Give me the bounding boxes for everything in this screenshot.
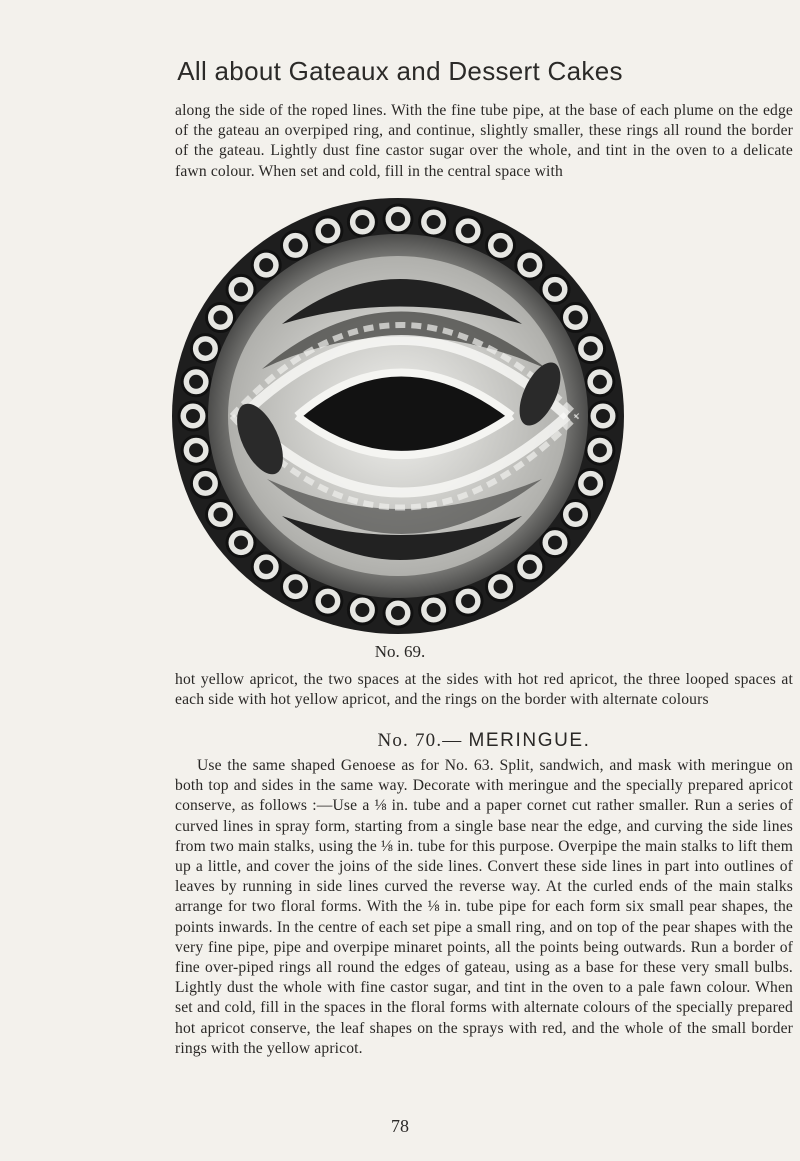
border-ring-center (186, 409, 200, 423)
border-ring-center (289, 580, 303, 594)
border-ring-center (321, 224, 335, 238)
recipe-heading (175, 730, 793, 752)
border-ring-center (548, 282, 562, 296)
border-ring-center (584, 342, 598, 356)
border-ring-center (427, 215, 441, 229)
gateau-photograph (172, 194, 628, 638)
border-ring-center (584, 476, 598, 490)
border-ring-center (234, 536, 248, 550)
border-ring-center (569, 311, 583, 325)
recipe-number: No. 70.— (377, 730, 463, 751)
border-ring-center (355, 603, 369, 617)
border-ring-center (523, 258, 537, 272)
border-ring-center (461, 594, 475, 608)
border-ring-center (214, 311, 228, 325)
intro-paragraph: along the side of the roped lines. With the fine tube pipe, at the base of each plume on the edge of the gateau an overpiped ring, and continue, slightly smaller, these rings all round the border of the gateau. Lightly dust fine castor sugar over the whole, and tint in the oven to a delicate fawn colour. When set and cold, fill in the central space with (175, 102, 793, 180)
border-ring-center (259, 560, 273, 574)
continuation-paragraph: hot yellow apricot, the two spaces at the sides with hot red apricot, the three looped spaces at each side with hot yellow apricot, and the rings on the border with alternate colours (175, 671, 793, 709)
border-ring-center (198, 342, 212, 356)
border-ring-center (548, 536, 562, 550)
gateau-illustration (172, 194, 628, 638)
border-ring-center (427, 603, 441, 617)
border-ring-center (461, 224, 475, 238)
border-ring-center (569, 508, 583, 522)
border-ring-center (321, 594, 335, 608)
border-ring-center (259, 258, 273, 272)
page-number: 78 (391, 1116, 409, 1136)
border-ring-center (198, 476, 212, 490)
border-ring-center (289, 238, 303, 252)
recipe-title: MERINGUE. (468, 730, 591, 751)
border-ring-center (494, 580, 508, 594)
border-ring-center (391, 212, 405, 226)
border-ring-center (494, 238, 508, 252)
border-ring-center (596, 409, 610, 423)
border-ring-center (593, 443, 607, 457)
border-ring-center (189, 375, 203, 389)
border-ring-center (214, 508, 228, 522)
figure-caption: No. 69. (374, 642, 426, 661)
border-ring-center (523, 560, 537, 574)
border-ring-center (189, 443, 203, 457)
running-head: All about Gateaux and Dessert Cakes (177, 56, 623, 86)
border-ring-center (234, 282, 248, 296)
recipe-body: Use the same shaped Genoese as for No. 63. Split, sandwich, and mask with meringue on both top and sides in the same way. Decorate with meringue and the specially prepared apricot conserve, as follows :—Use a ⅛ in. tube and a paper cornet cut rather smaller. Run a series of curved lines in spray form, starting from a single base near the edge, and curving the side lines from two main stalks, using the ⅛ in. tube for this purpose. Overpipe the main stalks to lift them up a little, and cover the joins of the side lines. Convert these side lines in part into outlines of leaves by running in side lines curved the reverse way. At the curled ends of the main stalks arrange for two floral forms. With the ⅛ in. tube pipe for each form six small pear shapes, the points inwards. In the centre of each set pipe a small ring, and on top of the pear shapes with the very fine pipe, pipe and overpipe minaret points, all the points being outwards. Run a border of fine over-piped rings all round the edges of gateau, using as a base for these very small bulbs. Lightly dust the whole with fine castor sugar, and tint in the oven to a pale fawn colour. When set and cold, fill in the spaces in the floral forms with alternate colours of the specially prepared hot apricot conserve, the leaf shapes on the sprays with red, and the whole of the small border rings with the yellow apricot. (175, 757, 793, 1057)
border-ring-center (391, 606, 405, 620)
border-ring-center (355, 215, 369, 229)
border-ring-center (593, 375, 607, 389)
